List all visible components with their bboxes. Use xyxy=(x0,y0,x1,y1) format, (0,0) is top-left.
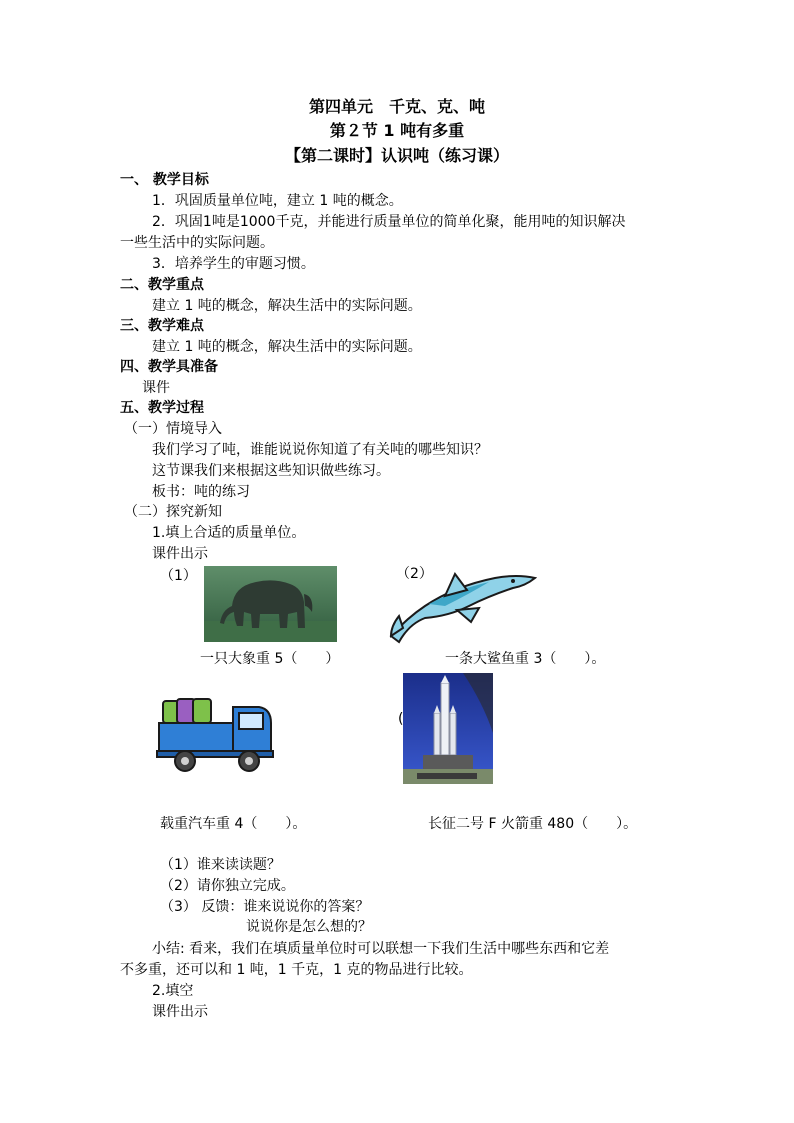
intro-line-1: 我们学习了吨，谁能说说你知道了有关吨的哪些知识？ xyxy=(152,442,488,458)
elephant-image xyxy=(204,566,337,646)
difficulties-text: 建立 1 吨的概念，解决生活中的实际问题。 xyxy=(152,339,422,355)
item-2-caption: 一条大鲨鱼重 3（ ）。 xyxy=(445,651,606,667)
intro-line-2: 这节课我们来根据这些知识做些练习。 xyxy=(152,463,390,479)
prep-text: 课件 xyxy=(142,380,170,396)
summary-line-1: 小结: 看来，我们在填质量单位时可以联想一下我们生活中哪些东西和它差 xyxy=(152,941,610,957)
difficulties-heading: 三、教学难点 xyxy=(120,318,204,334)
show-2: 课件出示 xyxy=(152,1004,208,1020)
process-heading: 五、教学过程 xyxy=(120,400,204,416)
truck-image xyxy=(155,693,275,779)
item-3-caption: 载重汽车重 4（ ）。 xyxy=(160,816,307,832)
objective-1: 1．巩固质量单位吨，建立 1 吨的概念。 xyxy=(152,193,403,209)
summary-line-2: 不多重，还可以和 1 吨，1 千克，1 克的物品进行比较。 xyxy=(120,962,473,978)
item-1-caption: 一只大象重 5（ ） xyxy=(200,651,340,667)
objectives-heading: 一、 教学目标 xyxy=(120,172,209,188)
intro-line-3: 板书：吨的练习 xyxy=(152,484,250,500)
section-title: 第２节 1 吨有多重 xyxy=(329,121,465,140)
objective-3: 3．培养学生的审题习惯。 xyxy=(152,256,315,272)
step-3-cont: 说说你是怎么想的？ xyxy=(246,919,372,935)
step-1: （1）谁来读读题？ xyxy=(160,857,281,873)
prep-heading: 四、教学具准备 xyxy=(120,359,218,375)
item-1-number: （1） xyxy=(160,568,197,584)
task-1: 1.填上合适的质量单位。 xyxy=(152,525,306,541)
task-2: 2.填空 xyxy=(152,983,194,999)
unit-title: 第四单元 千克、克、吨 xyxy=(308,97,485,116)
step-3: （3） 反馈：谁来说说你的答案？ xyxy=(160,899,370,915)
item-4-caption: 长征二号 F 火箭重 480（ ）。 xyxy=(428,816,638,832)
rocket-image xyxy=(403,673,493,788)
item-2-number: （2） xyxy=(396,566,433,582)
objective-2-cont: 一些生活中的实际问题。 xyxy=(120,235,274,251)
key-points-text: 建立 1 吨的概念，解决生活中的实际问题。 xyxy=(152,298,422,314)
explore-heading: （二）探究新知 xyxy=(124,504,222,520)
objective-2: 2．巩固1吨是1000千克，并能进行质量单位的简单化聚，能用吨的知识解决 xyxy=(152,214,626,230)
step-2: （2）请你独立完成。 xyxy=(160,878,295,894)
item-4-number: ( xyxy=(398,711,404,727)
show-1: 课件出示 xyxy=(152,546,208,562)
key-points-heading: 二、教学重点 xyxy=(120,277,204,293)
shark-image xyxy=(385,566,537,648)
lesson-title: 【第二课时】认识吨（练习课） xyxy=(284,146,509,165)
intro-heading: （一）情境导入 xyxy=(124,421,222,437)
